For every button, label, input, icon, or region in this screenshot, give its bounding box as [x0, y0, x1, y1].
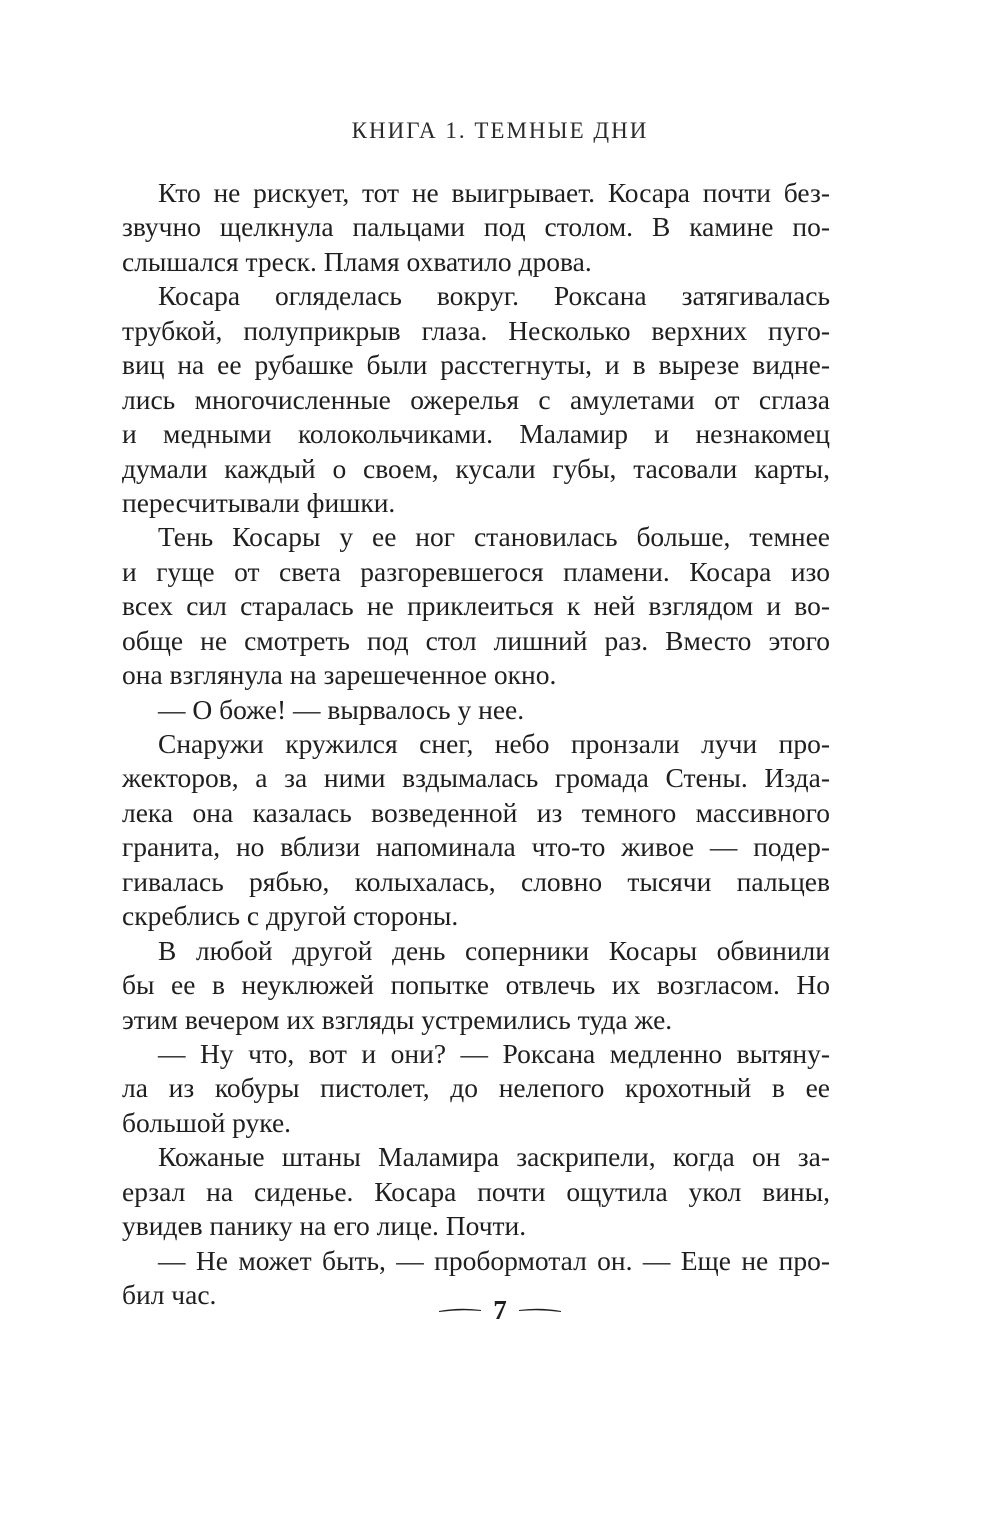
running-head: КНИГА 1. ТЕМНЫЕ ДНИ [351, 118, 649, 143]
page-number-footer [0, 1290, 1000, 1330]
text-line: звучно щелкнула пальцами под столом. В камине по- [122, 211, 830, 243]
text-line: бил час. [122, 1279, 217, 1310]
text-line: гивалась рябью, колыхалась, словно тысячи пальцев [122, 865, 830, 897]
text-line: бы ее в неуклюжей попытке отвлечь их возгласом. Но [122, 969, 830, 1001]
body-text [122, 176, 830, 1312]
text-line: трубкой, полуприкрыв глаза. Несколько верхних пуго- [122, 314, 830, 346]
text-line: скреблись с другой стороны. [122, 900, 459, 932]
text-line: и гуще от света разгоревшегося пламени. Косара изо [122, 555, 830, 587]
right-ornament-dash [519, 1305, 561, 1315]
text-line: увидев панику на его лице. Почти. [122, 1210, 527, 1242]
text-line: — О боже! — вырвалось у нее. [158, 693, 525, 725]
text-line: гранита, но вблизи напоминала что-то живое — подер- [122, 831, 830, 863]
text-line: жекторов, а за ними вздымалась громада Стены. Изда- [122, 762, 830, 794]
text-line: Косара огляделась вокруг. Роксана затягивалась [158, 280, 830, 312]
page-number: 7 [493, 1294, 507, 1325]
text-line: — Ну что, вот и они? — Роксана медленно вытяну- [158, 1037, 830, 1069]
text-line: Тень Косары у ее ног становилась больше, темнее [158, 521, 830, 553]
text-line: всех сил старалась не приклеиться к ней взглядом и во- [122, 590, 830, 622]
text-line: и медными колокольчиками. Маламир и незнакомец [122, 418, 830, 450]
text-line: — Не может быть, — пробормотал он. — Еще не про- [158, 1244, 830, 1276]
text-line: ерзал на сиденье. Косара почти ощутила укол вины, [122, 1175, 830, 1207]
text-line: слышался треск. Пламя охватило дрова. [122, 245, 592, 277]
text-line: лека она казалась возведенной из темного массивного [122, 796, 830, 828]
text-line: она взглянула на зарешеченное окно. [122, 659, 557, 691]
text-line: лись многочисленные ожерелья с амулетами от сглаза [122, 383, 830, 415]
text-line: Кожаные штаны Маламира заскрипели, когда он за- [158, 1141, 830, 1173]
text-line: виц на ее рубашке были расстегнуты, и в вырезе видне- [122, 349, 830, 381]
text-line: Кто не рискует, тот не выигрывает. Косара почти без- [158, 177, 830, 208]
text-line: ла из кобуры пистолет, до нелепого крохотный в ее [122, 1072, 830, 1104]
text-line: обще не смотреть под стол лишний раз. Вместо этого [122, 624, 830, 656]
text-line: пересчитывали фишки. [122, 486, 396, 518]
left-ornament-dash [439, 1305, 481, 1315]
text-line: Снаружи кружился снег, небо пронзали лучи про- [158, 728, 830, 759]
text-line: большой руке. [122, 1106, 292, 1138]
text-line: В любой другой день соперники Косары обвинили [158, 934, 830, 966]
text-line: этим вечером их взгляды устремились туда же. [122, 1003, 673, 1035]
text-line: думали каждый о своем, кусали губы, тасовали карты, [122, 452, 830, 484]
